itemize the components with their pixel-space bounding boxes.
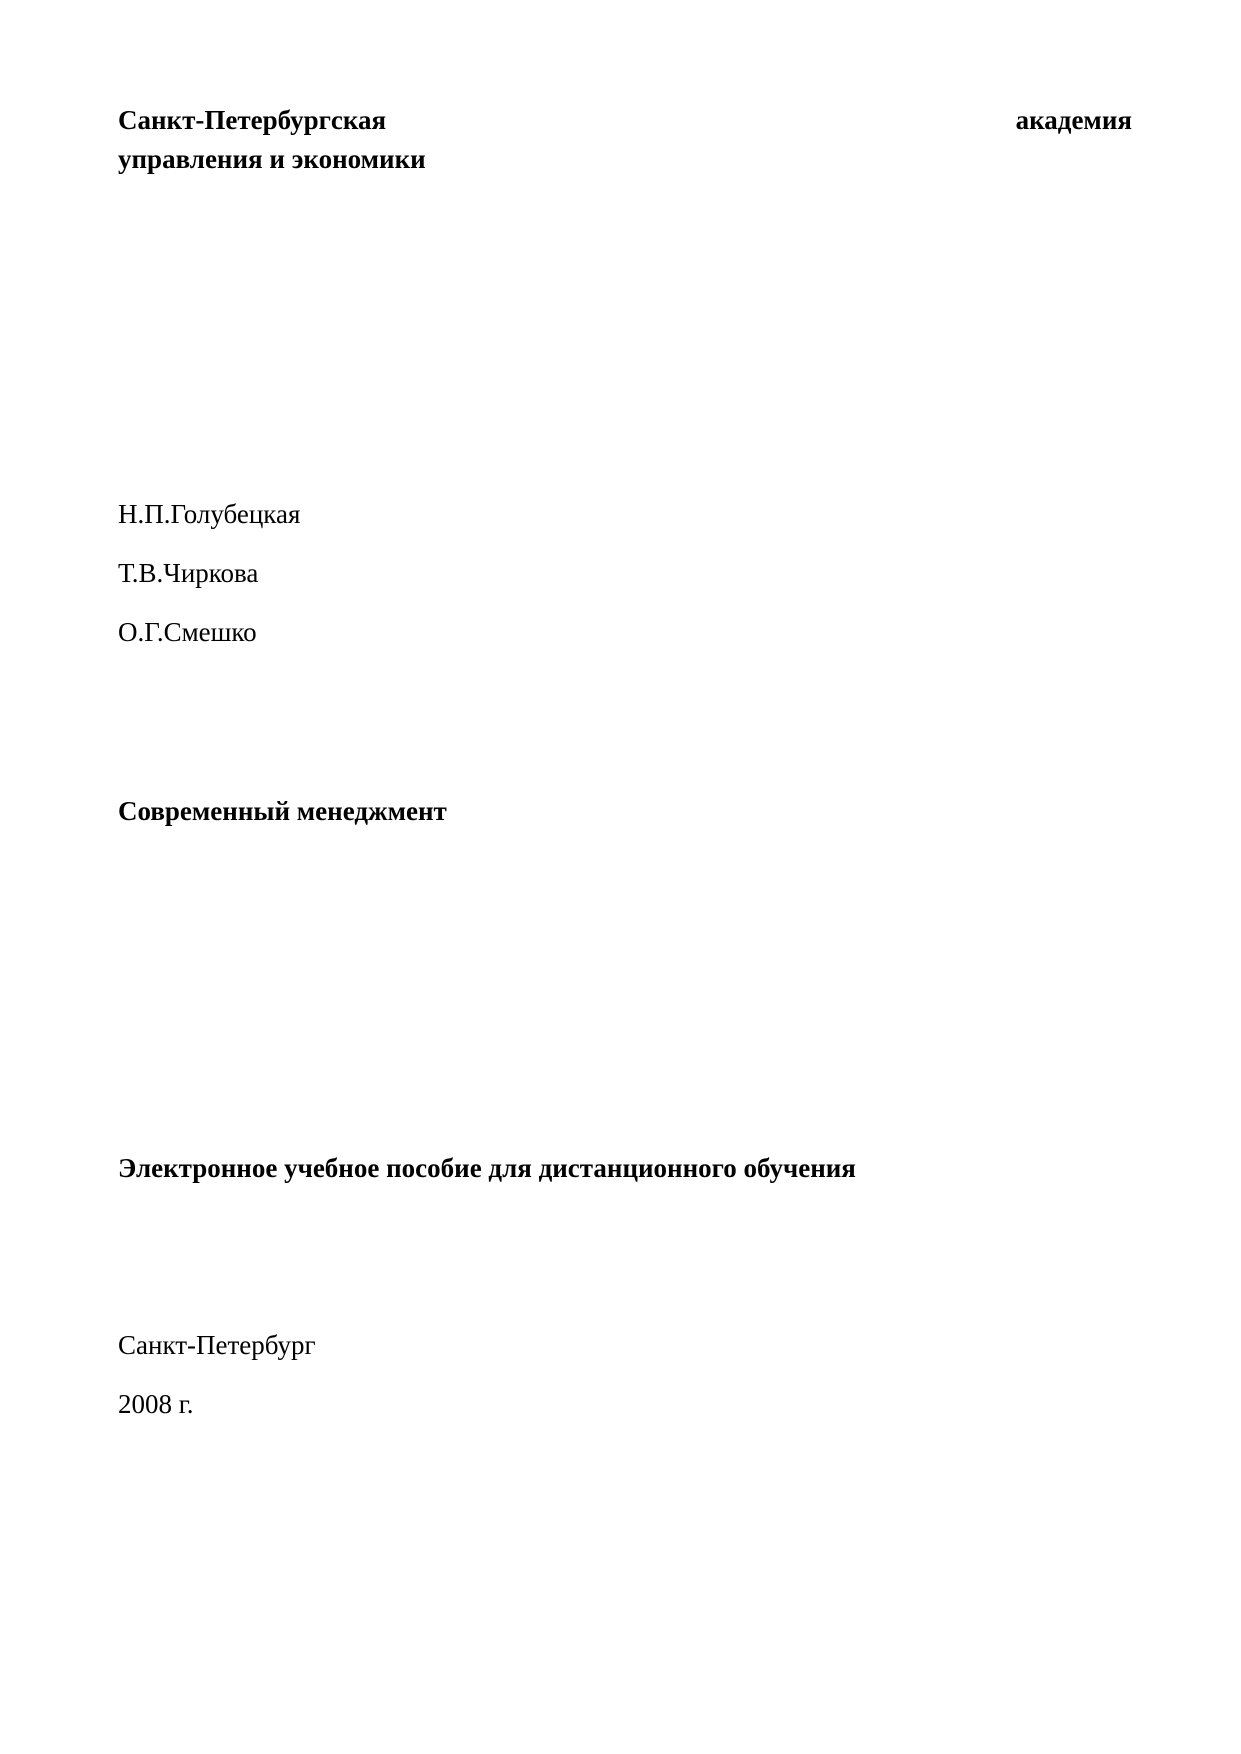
- institution-line-1-right: академия: [1015, 105, 1132, 135]
- author-name: Н.П.Голубецкая: [118, 499, 301, 529]
- author-name: О.Г.Смешко: [118, 617, 257, 647]
- institution-line-1-left: Санкт-Петербургская: [118, 105, 387, 135]
- institution-name: [118, 101, 1132, 179]
- publication-city: Санкт-Петербург: [118, 1330, 316, 1360]
- publication-year: 2008 г.: [118, 1389, 194, 1419]
- document-title: Современный менеджмент: [118, 796, 447, 826]
- institution-line-1: [118, 101, 1132, 140]
- institution-line-2: управления и экономики: [118, 144, 426, 174]
- author-name: Т.В.Чиркова: [118, 558, 259, 588]
- document-subtitle: Электронное учебное пособие для дистанционного обучения: [118, 1153, 856, 1183]
